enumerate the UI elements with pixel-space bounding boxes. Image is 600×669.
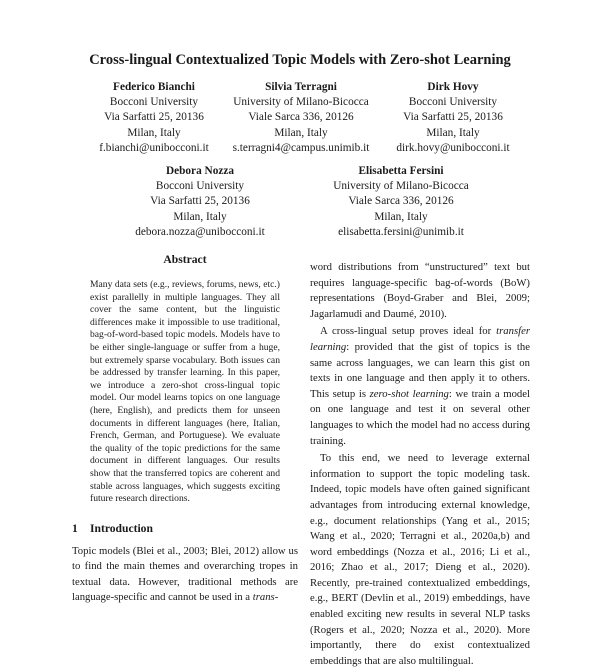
p2-text-b: : provided that the gist of topics is the same across languages, we can learn this gist on texts in one language and then apply it to others. This setup is xyxy=(310,340,530,400)
author-address: Viale Sarca 336, 20126 xyxy=(348,195,454,208)
author-affiliation: University of Milano-Bicocca xyxy=(233,96,369,109)
author-name: Debora Nozza xyxy=(165,165,235,177)
author-address: Via Sarfatti 25, 20136 xyxy=(150,195,250,208)
abstract-heading: Abstract xyxy=(163,253,207,266)
p2-italic-transfer-learning: transfer learning xyxy=(310,325,530,353)
author-affiliation: Bocconi University xyxy=(109,96,199,109)
author-name: Federico Bianchi xyxy=(113,81,195,93)
author-block-fersini xyxy=(301,164,501,240)
left-column xyxy=(72,253,298,606)
author-email: elisabetta.fersini@unimib.it xyxy=(338,225,464,238)
right-paragraph-3: To this end, we need to leverage external information to support the topic modeling task. Indeed, topic models have often gained significant advantages from introducing external knowledge, e.g., document relationships (Yang et al., 2015; Wang et al., 2020; Terragni et al., 2020a,b) and word embeddings (Nozza et al., 2016; Li et al., 2016; Zhao et al., 2017; Dieng et al., 2020). Recently, pre-trained contextualized embeddings, e.g., BERT (Devlin et al., 2019) embeddings, have enabled exciting new results in several NLP tasks (Rogers et al., 2020; Nozza et al., 2020). More importantly, there do exist contextualized embeddings that are also multilingual. xyxy=(310,452,530,667)
author-city: Milan, Italy xyxy=(173,210,227,223)
introduction-paragraph xyxy=(72,544,298,606)
author-city: Milan, Italy xyxy=(426,126,480,139)
author-block-nozza xyxy=(100,164,300,240)
p2-text-c: : we train a model on one language and test it on several other languages to which the model had no access during training. xyxy=(310,387,530,447)
author-address: Via Sarfatti 25, 20136 xyxy=(104,111,204,124)
author-affiliation: Bocconi University xyxy=(155,180,245,193)
author-email: debora.nozza@unibocconi.it xyxy=(135,225,265,238)
paper-title: Cross-lingual Contextualized Topic Models with Zero-shot Learning xyxy=(89,52,511,68)
section-heading-introduction xyxy=(72,522,298,535)
author-email: s.terragni4@campus.unimib.it xyxy=(232,141,370,154)
intro-text: Topic models (Blei et al., 2003; Blei, 2012) allow us to find the main themes and overarching tropes in textual data. However, traditional methods are language-specific and cannot be used in a xyxy=(72,544,298,604)
intro-text-italic: trans- xyxy=(252,591,279,604)
author-affiliation: Bocconi University xyxy=(408,96,498,109)
right-paragraph-2 xyxy=(310,324,530,449)
author-name: Dirk Hovy xyxy=(427,81,479,93)
author-affiliation: University of Milano-Bicocca xyxy=(333,180,469,193)
abstract-text: Many data sets (e.g., reviews, forums, news, etc.) exist parallelly in multiple languages. They all cover the same content, but the linguistic differences make it impossible to use traditional, bag-of-word-based topic models. Models have to be either single-language or suffer from a huge, but extremely sparse vocabulary. Both issues can be addressed by transfer learning. In this paper, we introduce a zero-shot cross-lingual topic model. Our model learns topics on one language (here, English), and predicts them for unseen documents in different languages (here, Italian, French, German, and Portuguese). We evaluate the quality of the topic predictions for the same document in different languages. Our results show that the transferred topics are coherent and stable across languages, which suggests exciting future research directions. xyxy=(90,279,280,505)
author-name: Elisabetta Fersini xyxy=(358,165,444,177)
right-column xyxy=(310,260,530,669)
author-city: Milan, Italy xyxy=(374,210,428,223)
p2-italic-zero-shot: zero-shot learning xyxy=(369,387,449,400)
author-address: Via Sarfatti 25, 20136 xyxy=(403,111,503,124)
section-number: 1 xyxy=(72,521,78,535)
author-block-hovy xyxy=(353,80,553,156)
right-paragraph-1: word distributions from “unstructured” text but requires language-specific bag-of-words (BoW) representations (Boyd-Graber and Blei, 2009; Jagarlamudi and Daumé, 2010). xyxy=(310,261,530,320)
author-city: Milan, Italy xyxy=(127,126,181,139)
author-address: Viale Sarca 336, 20126 xyxy=(248,111,354,124)
author-name: Silvia Terragni xyxy=(265,81,337,93)
author-email: dirk.hovy@unibocconi.it xyxy=(396,141,510,154)
p2-text-a: A cross-lingual setup proves ideal for xyxy=(320,325,497,338)
section-title: Introduction xyxy=(90,521,153,535)
author-email: f.bianchi@unibocconi.it xyxy=(99,141,209,154)
author-city: Milan, Italy xyxy=(274,126,328,139)
